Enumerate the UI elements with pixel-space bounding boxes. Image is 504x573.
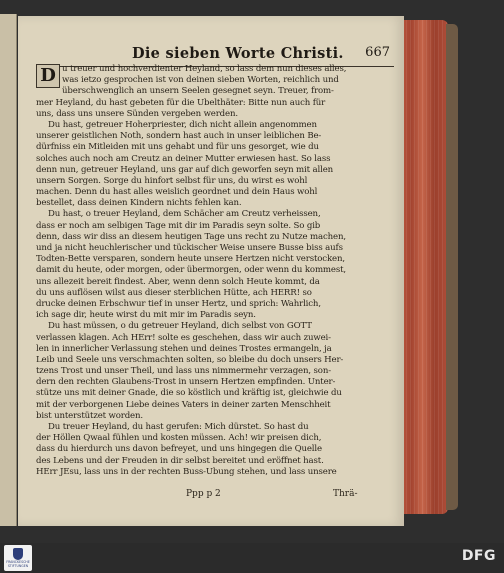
text-line: Du hast müssen, o du getreuer Heyland, dich selbst von GOTT: [48, 321, 312, 332]
text-line: denn, dass wir diss an diesem heutigen Tage uns recht zu Nutze machen,: [36, 231, 346, 242]
text-line: Leib und Seele uns verschmachten solten, so bleibe du doch unsers Her-: [36, 354, 344, 365]
page-number: 667: [365, 45, 390, 60]
text-line: unserer geistlichen Noth, sondern hast auch in unser leiblichen Be-: [36, 131, 322, 142]
text-line: solches auch noch am Creutz an deiner Mutter erwiesen hast. So lass: [36, 153, 331, 164]
text-line: mer Heyland, du hast gebeten für die Ubelthäter: Bitte nun auch für: [36, 97, 326, 108]
signature-mark: Ppp p 2: [186, 489, 221, 499]
text-line: denn nun, getreuer Heyland, uns gar auf dich geworfen seyn mit allen: [36, 164, 334, 175]
text-line: u treuer und hochverdienter Heyland, so lass dem nun dieses alles,: [62, 64, 347, 74]
text-line: machen. Denn du hast alles weislich geordnet und dein Haus wohl: [36, 187, 318, 198]
francke-logo[interactable]: [4, 545, 32, 571]
text-line: unsern Sorgen. Sorge du hinfort selbst für uns, du wirst es wohl: [36, 175, 308, 186]
text-line: und ja nicht heuchlerischer und tückischer Weise unsere Busse biss aufs: [36, 243, 343, 253]
text-line: Du hast, o treuer Heyland, dem Schächer am Creutz verheissen,: [48, 209, 321, 220]
text-line: uns, dass uns unsere Sünden vergeben werden.: [36, 108, 238, 119]
body-text: [36, 64, 378, 478]
text-line: Todten-Bette versparen, sondern heute unsere Hertzen nicht verstocken,: [36, 254, 345, 265]
text-line: tzens Trost und unser Theil, und lass uns nimmermehr verzagen, son-: [36, 366, 331, 377]
text-line: uns allezeit bereit findest. Aber, wenn denn solch Heute kommt, da: [36, 276, 320, 287]
shield-icon: [13, 548, 23, 560]
text-line: len in innerlicher Verlassung stehen und deines Trostes ermangeln, ja: [36, 343, 332, 354]
text-line: dürfniss ein Mitleiden mit uns gehabt und für uns gesorget, wie du: [36, 142, 319, 153]
text-line: stütze uns mit deiner Gnade, die so köstlich und kräftig ist, gleichwie du: [36, 388, 342, 399]
francke-logo-text: FRANCKESCHE STIFTUNGEN: [6, 560, 30, 568]
text-line: mit der verborgenen Liebe deines Vaters in deiner zarten Menschheit: [36, 399, 331, 410]
running-title: Die sieben Worte Christi.: [132, 45, 344, 62]
book-cover-edge: [446, 24, 458, 510]
text-line: Du hast, getreuer Hoherpriester, dich nicht allein angenommen: [48, 119, 317, 130]
text-line: drucke deinen Erbschwur tief in unser Hertz, und sprich: Wahrlich,: [36, 298, 321, 309]
page-fore-edge: [402, 20, 448, 514]
text-line: Du treuer Heyland, du hast gerufen: Mich dürstet. So hast du: [48, 422, 309, 432]
initial-letter: D: [36, 64, 60, 88]
text-line: bist unterstützet worden.: [36, 410, 143, 421]
left-page-edge: [0, 14, 17, 526]
dfg-logo[interactable]: DFG: [461, 548, 496, 564]
text-line: was ietzo gesprochen ist von deinen sieben Worten, reichlich und: [62, 75, 339, 86]
text-line: du uns auflösen wilst aus dieser sterblichen Hütte, ach HERR! so: [36, 287, 312, 298]
text-line: dern den rechten Glaubens-Trost in unsern Hertzen empfinden. Unter-: [36, 377, 336, 388]
text-line: bestellet, dass deinen Kindern nichts fehlen kan.: [36, 198, 242, 209]
text-line: verlassen klagen. Ach HErr! solte es geschehen, dass wir auch zuwei-: [36, 332, 331, 343]
text-line: HErr JEsu, lass uns in der rechten Buss-Ubung stehen, und lass unsere: [36, 466, 337, 477]
text-line: dass du hierdurch uns davon befreyet, und uns hingegen die Quelle: [36, 444, 322, 455]
text-line: überschwenglich an unsern Seelen gesegnet seyn. Treuer, from-: [62, 86, 334, 97]
text-line: dass er noch am selbigen Tage mit dir im Paradis seyn solte. So gib: [36, 220, 321, 231]
text-line: ich sage dir, heute wirst du mit mir im Paradis seyn.: [36, 310, 256, 321]
text-line: damit du heute, oder morgen, oder übermorgen, oder wenn du kommest,: [36, 265, 347, 276]
text-line: der Höllen Qwaal fühlen und kosten müssen. Ach! wir preisen dich,: [36, 433, 322, 444]
text-line: des Lebens und der Freuden in dir selbst bereitet und eröffnet hast.: [36, 455, 324, 466]
catchword: Thrä-: [333, 489, 358, 499]
viewer-footer: [0, 543, 504, 573]
